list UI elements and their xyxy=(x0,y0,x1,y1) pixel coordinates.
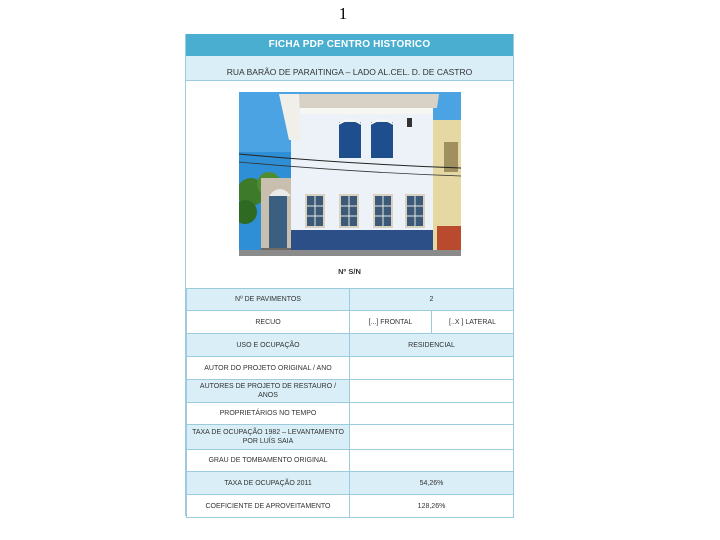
table-row xyxy=(187,450,514,472)
original-author-label: AUTOR DO PROJETO ORIGINAL / ANO xyxy=(187,357,350,380)
table-row xyxy=(187,472,514,495)
restoration-authors-value xyxy=(350,380,514,403)
restoration-authors-label: AUTORES DE PROJETO DE RESTAURO / ANOS xyxy=(187,380,350,403)
table-row xyxy=(187,289,514,311)
owners-value xyxy=(350,403,514,425)
table-row xyxy=(187,334,514,357)
house-number: Nº S/N xyxy=(338,267,361,276)
occupancy-1982-value xyxy=(350,425,514,450)
setback-front-option: [...] FRONTAL xyxy=(350,311,432,334)
occupancy-2011-label: TAXA DE OCUPAÇÃO 2011 xyxy=(187,472,350,495)
street-name xyxy=(186,56,513,81)
heritage-record-sheet xyxy=(185,34,514,516)
table-row xyxy=(187,403,514,425)
occupancy-1982-label: TAXA DE OCUPAÇÃO 1982 – LEVANTAMENTO POR LUÍS SAIA xyxy=(187,425,350,450)
building-photo xyxy=(239,92,461,256)
table-row xyxy=(187,380,514,403)
street-name-text: RUA BARÃO DE PARAITINGA – LADO AL.CEL. D. DE CASTRO xyxy=(226,67,473,77)
owners-label: PROPRIETÁRIOS NO TEMPO xyxy=(187,403,350,425)
sheet-title: FICHA PDP CENTRO HISTORICO xyxy=(186,34,513,56)
original-author-value xyxy=(350,357,514,380)
setback-side-option: [..X ] LATERAL xyxy=(432,311,514,334)
utilization-coefficient-value: 128,26% xyxy=(350,495,514,518)
setback-label: RECUO xyxy=(187,311,350,334)
table-row xyxy=(187,495,514,518)
use-value: RESIDENCIAL xyxy=(350,334,514,357)
utilization-coefficient-label: COEFICIENTE DE APROVEITAMENTO xyxy=(187,495,350,518)
floors-label: Nº DE PAVIMENTOS xyxy=(187,289,350,311)
listing-grade-label: GRAU DE TOMBAMENTO ORIGINAL xyxy=(187,450,350,472)
occupancy-2011-value: 54,26% xyxy=(350,472,514,495)
table-row xyxy=(187,357,514,380)
use-label: USO E OCUPAÇÃO xyxy=(187,334,350,357)
table-row xyxy=(187,425,514,450)
property-fields-table xyxy=(186,288,514,518)
table-row xyxy=(187,311,514,334)
page-number: 1 xyxy=(338,4,348,23)
floors-value: 2 xyxy=(350,289,514,311)
listing-grade-value xyxy=(350,450,514,472)
